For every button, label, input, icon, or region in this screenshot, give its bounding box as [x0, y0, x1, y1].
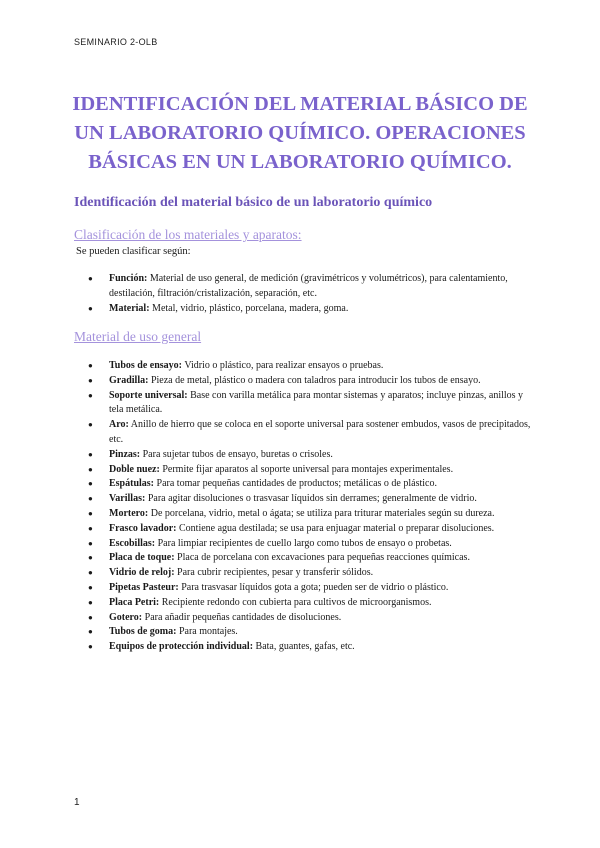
classification-intro: Se pueden clasificar según:: [76, 246, 191, 257]
list-item: [74, 389, 534, 419]
item-desc: Para añadir pequeñas cantidades de disoluciones.: [144, 611, 342, 623]
page-header: SEMINARIO 2-OLB: [74, 37, 158, 47]
list-item: [74, 374, 534, 389]
item-desc: Para cubrir recipientes, pesar y transferir sólidos.: [177, 567, 374, 579]
item-term: Varillas:: [109, 493, 146, 505]
list-item: [74, 359, 534, 374]
item-term: Material:: [109, 302, 150, 314]
item-desc: Para limpiar recipientes de cuello largo como tubos de ensayo o probetas.: [157, 537, 452, 549]
item-term: Equipos de protección individual:: [109, 641, 254, 653]
item-term: Gradilla:: [109, 374, 149, 386]
list-item: [74, 581, 534, 596]
item-term: Doble nuez:: [109, 463, 160, 475]
item-term: Soporte universal:: [109, 389, 188, 401]
list-item: [74, 302, 534, 317]
list-item: [74, 477, 534, 492]
list-item: [74, 522, 534, 537]
item-term: Tubos de goma:: [109, 626, 177, 638]
list-item: [74, 507, 534, 522]
item-term: Vidrio de reloj:: [109, 567, 175, 579]
classification-list: [74, 272, 534, 316]
item-desc: Para trasvasar líquidos gota a gota; pueden ser de vidrio o plástico.: [181, 581, 449, 593]
item-term: Frasco lavador:: [109, 522, 177, 534]
classification-heading: Clasificación de los materiales y aparatos:: [74, 227, 302, 242]
item-desc: Pieza de metal, plástico o madera con taladros para introducir los tubos de ensayo.: [150, 374, 481, 386]
list-item: [74, 640, 534, 655]
item-desc: Para montajes.: [178, 626, 238, 638]
list-item: [74, 448, 534, 463]
item-desc: Base con varilla metálica para montar sistemas y aparatos; incluye pinzas, anillos y tela metálica.: [109, 389, 524, 416]
item-desc: De porcelana, vidrio, metal o ágata; se utiliza para triturar materiales según su dureza.: [150, 507, 495, 519]
item-desc: Bata, guantes, gafas, etc.: [255, 641, 355, 653]
item-term: Pinzas:: [109, 448, 141, 460]
item-desc: Material de uso general, de medición (gravimétricos y volumétricos), para calentamiento, destilación, filtración/cristalización, separación, etc.: [109, 273, 508, 299]
item-term: Gotero:: [109, 611, 143, 623]
item-desc: Contiene agua destilada; se usa para enjuagar material o preparar disoluciones.: [179, 522, 495, 534]
item-term: Tubos de ensayo:: [109, 360, 182, 371]
item-desc: Para agitar disoluciones o trasvasar líquidos sin derrames; generalmente de vidrio.: [147, 493, 477, 505]
list-item: [74, 566, 534, 581]
item-term: Placa de toque:: [109, 552, 175, 564]
list-item: [74, 272, 534, 302]
list-item: [74, 463, 534, 478]
item-desc: Permite fijar aparatos al soporte universal para montajes experimentales.: [162, 463, 454, 475]
item-desc: Metal, vidrio, plástico, porcelana, madera, goma.: [152, 302, 349, 314]
item-desc: Vidrio o plástico, para realizar ensayos o pruebas.: [184, 360, 384, 371]
general-material-list: [74, 359, 534, 655]
list-item: [74, 596, 534, 611]
item-term: Función:: [109, 273, 148, 284]
item-term: Espátulas:: [109, 478, 155, 490]
item-desc: Para sujetar tubos de ensayo, buretas o crisoles.: [142, 448, 333, 460]
list-item: [74, 611, 534, 626]
item-desc: Para tomar pequeñas cantidades de productos; metálicas o de plástico.: [156, 478, 437, 490]
item-term: Placa Petri:: [109, 596, 160, 608]
document-title: IDENTIFICACIÓN DEL MATERIAL BÁSICO DE UN LABORATORIO QUÍMICO. OPERACIONES BÁSICAS EN UN LABORATORIO QUÍMICO.: [72, 93, 528, 173]
item-term: Escobillas:: [109, 537, 156, 549]
list-item: [74, 625, 534, 640]
list-item: [74, 537, 534, 552]
section-heading: Identificación del material básico de un laboratorio químico: [74, 195, 433, 210]
general-material-heading: Material de uso general: [74, 329, 202, 344]
list-item: [74, 551, 534, 566]
item-desc: Anillo de hierro que se coloca en el soporte universal para sostener embudos, vasos de precipitados, etc.: [109, 419, 531, 445]
item-term: Pipetas Pasteur:: [109, 581, 179, 593]
list-item: [74, 418, 534, 448]
item-desc: Placa de porcelana con excavaciones para pequeñas reacciones químicas.: [177, 552, 470, 564]
page-number: 1: [74, 797, 80, 808]
item-desc: Recipiente redondo con cubierta para cultivos de microorganismos.: [161, 596, 432, 608]
item-term: Aro:: [109, 419, 129, 431]
item-term: Mortero:: [109, 507, 149, 519]
list-item: [74, 492, 534, 507]
